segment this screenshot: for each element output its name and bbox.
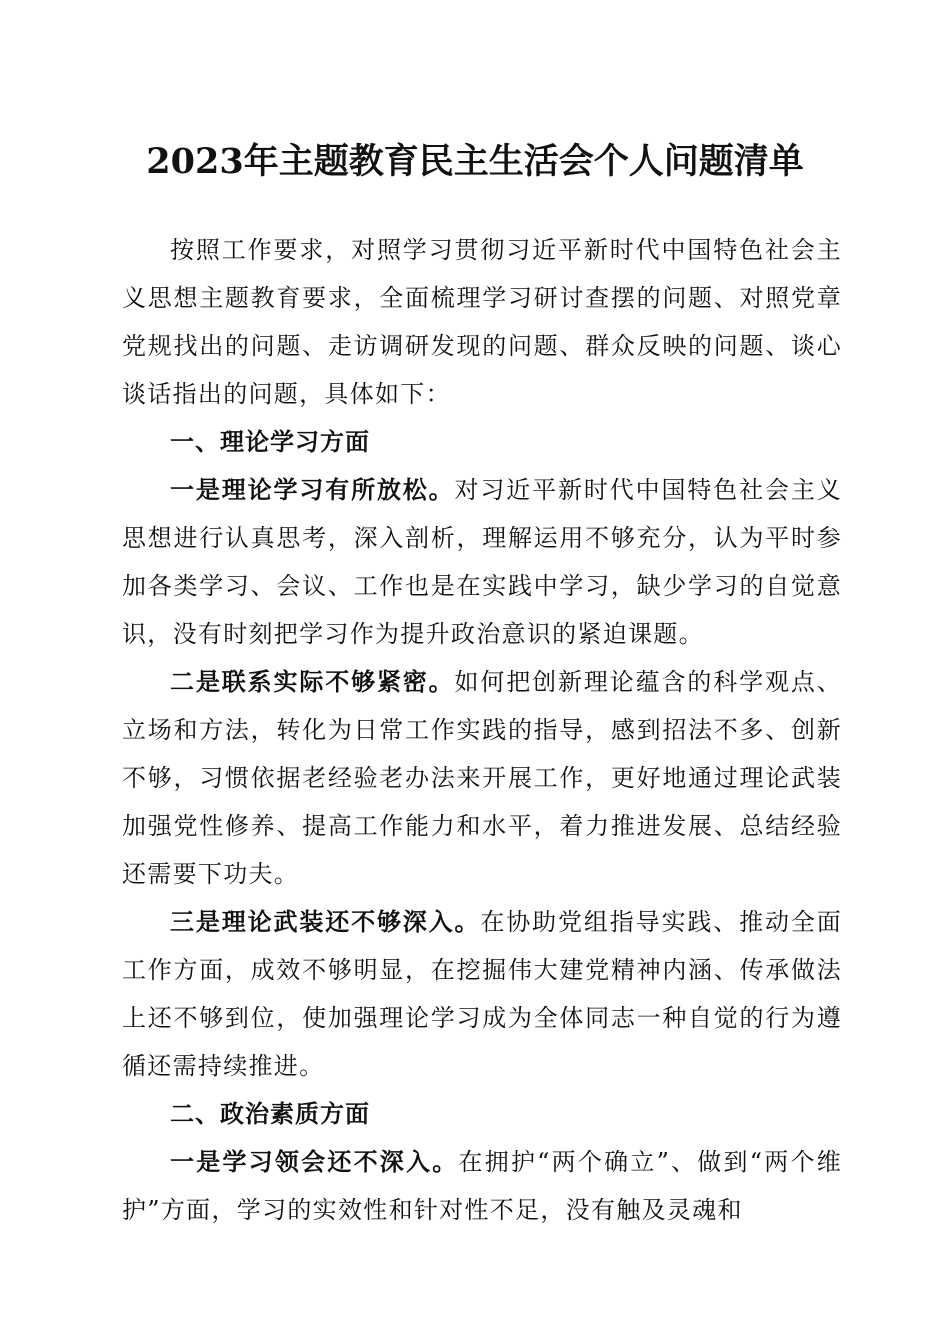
section-heading-theory: 一、理论学习方面 xyxy=(170,428,370,456)
theory-item-1 xyxy=(122,466,842,658)
item-lead: 二是联系实际不够紧密。 xyxy=(170,667,455,696)
politics-item-1 xyxy=(122,1138,842,1234)
item-text: 对习近平新时代中国特色社会主义思想进行认真思考，深入剖析，理解运用不够充分，认为平时参加各类学习、会议、工作也是在实践中学习，缺少学习的自觉意识，没有时刻把学习作为提升政治意识的紧迫课题。 xyxy=(122,476,842,648)
item-text: 在协助党组指导实践、推动全面工作方面，成效不够明显，在挖掘伟大建党精神内涵、传承做法上还不够到位，使加强理论学习成为全体同志一种自觉的行为遵循还需持续推进。 xyxy=(122,908,842,1080)
item-lead: 一是学习领会还不深入。 xyxy=(170,1147,459,1176)
theory-item-2 xyxy=(122,658,842,898)
item-lead: 三是理论武装还不够深入。 xyxy=(170,907,481,936)
document-title: 2023年主题教育民主生活会个人问题清单 xyxy=(146,141,804,182)
document-body xyxy=(122,226,842,1234)
section-heading-politics: 二、政治素质方面 xyxy=(170,1100,370,1128)
intro-paragraph: 按照工作要求，对照学习贯彻习近平新时代中国特色社会主义思想主题教育要求，全面梳理学习研讨查摆的问题、对照党章党规找出的问题、走访调研发现的问题、群众反映的问题、谈心谈话指出的问题，具体如下： xyxy=(122,236,842,408)
item-lead: 一是理论学习有所放松。 xyxy=(170,475,455,504)
item-text: 在拥护“两个确立”、做到“两个维护”方面，学习的实效性和针对性不足，没有触及灵魂和 xyxy=(122,1148,842,1224)
item-text: 如何把创新理论蕴含的科学观点、立场和方法，转化为日常工作实践的指导，感到招法不多、创新不够，习惯依据老经验老办法来开展工作，更好地通过理论武装加强党性修养、提高工作能力和水平，着力推进发展、总结经验还需要下功夫。 xyxy=(122,668,842,888)
theory-item-3 xyxy=(122,898,842,1090)
